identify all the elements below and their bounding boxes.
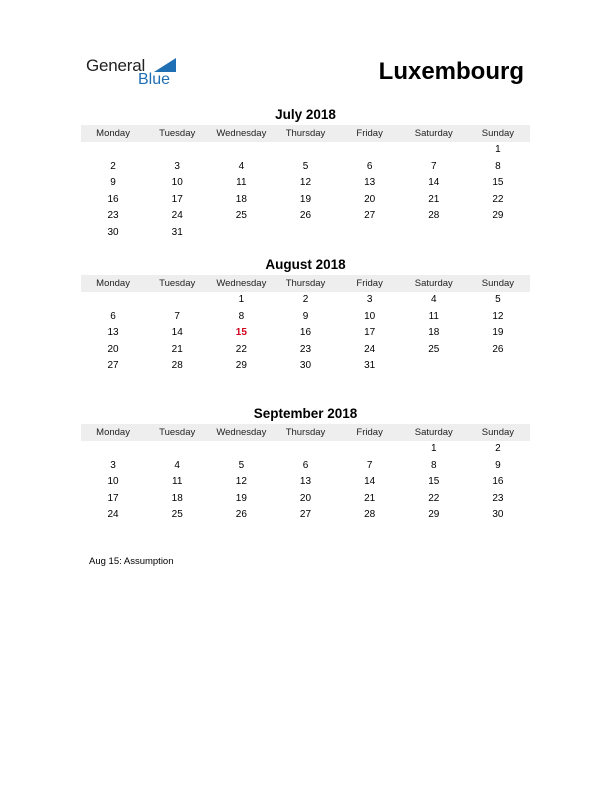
day-cell: 15 xyxy=(428,476,440,488)
day-cell: 6 xyxy=(110,310,116,322)
day-cell: 10 xyxy=(364,310,376,322)
month-title: July 2018 xyxy=(275,107,336,122)
day-cell: 14 xyxy=(171,327,183,339)
day-cell: 22 xyxy=(235,343,247,355)
day-cell: 8 xyxy=(430,459,437,471)
day-cell: 28 xyxy=(171,360,183,372)
day-cell: 13 xyxy=(107,327,119,339)
day-cell xyxy=(466,225,530,242)
day-cell: 11 xyxy=(236,177,247,189)
day-cell: 9 xyxy=(302,310,309,322)
day-cell: 26 xyxy=(299,210,312,222)
week-row xyxy=(81,458,530,475)
day-cell: 5 xyxy=(302,160,309,172)
week-row xyxy=(81,208,530,225)
day-cell: 16 xyxy=(107,193,119,205)
week-row xyxy=(81,142,530,159)
day-cell: 21 xyxy=(428,193,440,205)
holiday-notes: Aug 15: Assumption xyxy=(89,556,174,567)
day-cell: 27 xyxy=(107,360,119,372)
day-cell: 29 xyxy=(428,509,440,521)
day-cell xyxy=(81,142,145,159)
day-cell: 31 xyxy=(364,360,376,372)
month-calendar xyxy=(81,106,530,242)
weekday-header: Thursday xyxy=(285,427,326,438)
week-row xyxy=(81,309,530,326)
month-calendar xyxy=(81,256,530,375)
week-row xyxy=(81,159,530,176)
day-cell: 14 xyxy=(428,177,440,189)
weekday-header-row xyxy=(81,275,530,292)
weekday-header: Monday xyxy=(96,427,130,438)
weekday-header: Friday xyxy=(356,427,383,438)
day-cell: 1 xyxy=(430,443,437,454)
day-cell: 1 xyxy=(238,294,245,305)
day-cell: 23 xyxy=(107,210,119,222)
day-cell xyxy=(402,358,466,375)
weekday-header: Wednesday xyxy=(216,427,267,438)
day-cell: 17 xyxy=(364,327,376,339)
day-cell: 18 xyxy=(235,193,247,205)
day-cell: 7 xyxy=(366,459,373,471)
day-cell: 2 xyxy=(110,160,116,172)
weekday-header: Wednesday xyxy=(216,278,267,289)
week-row xyxy=(81,507,530,524)
day-cell xyxy=(209,142,273,159)
day-cell: 13 xyxy=(299,476,312,488)
day-cell xyxy=(273,441,337,458)
day-cell xyxy=(273,142,337,159)
weekday-header: Tuesday xyxy=(159,427,196,438)
day-cell xyxy=(402,225,466,242)
day-cell: 29 xyxy=(492,210,504,222)
day-cell: 30 xyxy=(107,226,119,238)
logo-text-blue: Blue xyxy=(138,71,171,88)
month-title: September 2018 xyxy=(253,406,358,421)
week-row xyxy=(81,358,530,375)
day-cell: 26 xyxy=(492,343,504,355)
month-title: August 2018 xyxy=(265,257,346,272)
day-cell: 28 xyxy=(428,210,440,222)
day-cell: 25 xyxy=(235,210,247,222)
weekday-header: Sunday xyxy=(481,278,515,289)
day-cell xyxy=(338,142,402,159)
holiday-day-cell: 15 xyxy=(235,327,247,339)
weekday-header: Thursday xyxy=(285,128,326,139)
day-cell: 11 xyxy=(428,310,439,322)
weekday-header: Wednesday xyxy=(216,128,267,139)
day-cell: 23 xyxy=(492,492,504,504)
day-cell: 22 xyxy=(428,492,440,504)
day-cell: 22 xyxy=(492,193,504,205)
generalblue-logo xyxy=(86,56,186,92)
week-row xyxy=(81,441,530,458)
logo-text-general: General xyxy=(86,56,146,75)
day-cell xyxy=(338,441,402,458)
week-row xyxy=(81,474,530,491)
weekday-header: Tuesday xyxy=(159,278,196,289)
day-cell: 17 xyxy=(171,193,183,205)
day-cell: 28 xyxy=(364,509,376,521)
day-cell: 19 xyxy=(492,327,504,339)
day-cell xyxy=(145,142,209,159)
day-cell: 29 xyxy=(235,360,247,372)
month-calendar xyxy=(81,405,530,524)
day-cell: 2 xyxy=(495,443,501,454)
week-row xyxy=(81,292,530,309)
day-cell: 27 xyxy=(299,509,312,521)
day-cell: 18 xyxy=(171,492,183,504)
day-cell: 19 xyxy=(235,492,247,504)
day-cell: 12 xyxy=(492,310,504,322)
day-cell: 3 xyxy=(366,294,373,305)
day-cell xyxy=(466,358,530,375)
day-cell: 6 xyxy=(366,160,373,172)
day-cell: 17 xyxy=(107,492,119,504)
day-cell: 7 xyxy=(174,310,180,322)
week-row xyxy=(81,491,530,508)
day-cell xyxy=(402,142,466,159)
day-cell: 30 xyxy=(492,509,504,521)
week-row xyxy=(81,192,530,209)
day-cell: 20 xyxy=(364,193,376,205)
weekday-header: Saturday xyxy=(414,278,453,289)
day-cell: 12 xyxy=(299,177,312,189)
logo-triangle-icon xyxy=(154,58,176,72)
day-cell: 16 xyxy=(492,476,504,488)
day-cell xyxy=(273,225,337,242)
week-row xyxy=(81,325,530,342)
day-cell: 20 xyxy=(107,343,119,355)
weekday-header: Sunday xyxy=(481,427,515,438)
weekday-header: Saturday xyxy=(414,427,453,438)
day-cell xyxy=(145,292,209,309)
weekday-header: Sunday xyxy=(481,128,515,139)
day-cell: 6 xyxy=(302,459,309,471)
day-cell: 21 xyxy=(364,492,376,504)
day-cell: 3 xyxy=(110,459,116,471)
day-cell: 19 xyxy=(299,193,312,205)
day-cell: 23 xyxy=(299,343,312,355)
day-cell: 4 xyxy=(238,160,245,172)
day-cell: 25 xyxy=(171,509,183,521)
weekday-header-row xyxy=(81,424,530,441)
day-cell xyxy=(81,441,145,458)
day-cell: 4 xyxy=(174,459,180,471)
day-cell: 16 xyxy=(299,327,312,339)
day-cell: 20 xyxy=(299,492,312,504)
day-cell: 31 xyxy=(171,226,183,238)
day-cell: 27 xyxy=(364,210,376,222)
country-title: Luxembourg xyxy=(378,58,524,85)
day-cell xyxy=(209,225,273,242)
weekday-header: Saturday xyxy=(414,128,453,139)
week-row xyxy=(81,342,530,359)
weekday-header: Friday xyxy=(356,128,383,139)
day-cell: 8 xyxy=(495,160,501,172)
day-cell: 10 xyxy=(107,476,119,488)
weekday-header: Friday xyxy=(356,278,383,289)
day-cell: 13 xyxy=(364,177,376,189)
day-cell: 21 xyxy=(171,343,183,355)
day-cell: 24 xyxy=(171,210,183,222)
day-cell: 10 xyxy=(171,177,183,189)
weekday-header: Tuesday xyxy=(159,128,196,139)
day-cell: 9 xyxy=(110,177,116,189)
day-cell xyxy=(209,441,273,458)
day-cell: 9 xyxy=(495,459,501,471)
day-cell: 15 xyxy=(492,177,504,189)
weekday-header-row xyxy=(81,125,530,142)
weekday-header: Thursday xyxy=(285,278,326,289)
day-cell: 12 xyxy=(235,476,247,488)
day-cell: 4 xyxy=(430,294,437,305)
day-cell: 26 xyxy=(235,509,247,521)
day-cell: 25 xyxy=(428,343,440,355)
day-cell: 3 xyxy=(174,160,180,172)
day-cell: 1 xyxy=(495,144,501,155)
day-cell: 11 xyxy=(172,476,183,488)
day-cell: 5 xyxy=(238,459,245,471)
week-row xyxy=(81,225,530,242)
day-cell xyxy=(145,441,209,458)
weekday-header: Monday xyxy=(96,128,130,139)
day-cell: 2 xyxy=(302,294,309,305)
day-cell xyxy=(338,225,402,242)
day-cell: 8 xyxy=(238,310,245,322)
week-row xyxy=(81,175,530,192)
day-cell: 24 xyxy=(107,509,119,521)
day-cell: 14 xyxy=(364,476,376,488)
day-cell: 5 xyxy=(495,294,501,305)
day-cell: 18 xyxy=(428,327,440,339)
day-cell xyxy=(81,292,145,309)
day-cell: 7 xyxy=(430,160,437,172)
day-cell: 24 xyxy=(364,343,376,355)
day-cell: 30 xyxy=(299,360,312,372)
weekday-header: Monday xyxy=(96,278,130,289)
